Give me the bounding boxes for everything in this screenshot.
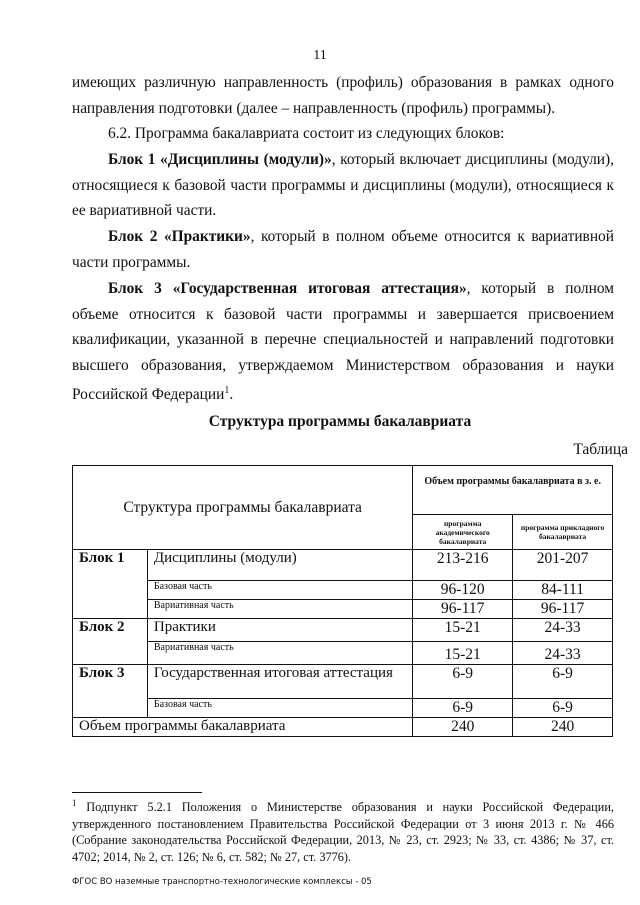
block-2-applied: 24-33 — [513, 619, 613, 642]
paragraph-blocks-intro: 6.2. Программа бакалавриата состоит из следующих блоков: — [108, 125, 505, 142]
block-1-applied: 201-207 — [513, 550, 613, 581]
block-2-title: Блок 2 «Практики» — [108, 228, 251, 245]
block-3-end: . — [229, 386, 234, 404]
block-1-title: Блок 1 «Дисциплины (модули)» — [108, 151, 332, 168]
total-academic: 240 — [413, 718, 513, 737]
block-3-applied: 6-9 — [513, 665, 613, 699]
footnote-mark: 1 — [72, 798, 77, 808]
block-3-name: Государственная итоговая аттестация — [147, 665, 412, 699]
block-3-academic: 6-9 — [413, 665, 513, 699]
total-label: Объем программы бакалавриата — [73, 718, 413, 737]
block-1-text: , который включает дисциплины (модули), относящиеся к базовой части программы и дисциплины (модули), относящиеся к ее вариативной части. — [72, 151, 614, 220]
header-volume: Объем программы бакалавриата в з. е. — [413, 466, 613, 515]
header-academic: программа академического бакалавриата — [413, 515, 513, 550]
table-row — [73, 550, 613, 581]
block-3-title: Блок 3 «Государственная итоговая аттестация» — [108, 280, 467, 297]
block-2-label: Блок 2 — [73, 619, 148, 665]
block-3-base-academic: 6-9 — [413, 699, 513, 718]
block-1-base-part: Базовая часть — [147, 581, 412, 600]
block-1-label: Блок 1 — [73, 550, 148, 619]
block-1-variable-part: Вариативная часть — [147, 600, 412, 619]
total-applied: 240 — [513, 718, 613, 737]
paragraph-block-3 — [72, 276, 614, 408]
table-header-row — [73, 466, 613, 515]
table-caption: Структура программы бакалавриата — [208, 413, 472, 430]
block-1-variable-academic: 96-117 — [413, 600, 513, 619]
table-row — [73, 581, 613, 600]
header-structure: Структура программы бакалавриата — [73, 466, 413, 550]
table-row — [73, 600, 613, 619]
block-1-variable-applied: 96-117 — [513, 600, 613, 619]
table-row — [73, 619, 613, 642]
table-row — [73, 699, 613, 718]
paragraph-block-1 — [72, 147, 614, 224]
block-2-name: Практики — [147, 619, 412, 642]
header-applied: программа прикладного бакалавриата — [513, 515, 613, 550]
block-3-text: , который в полном объеме относится к базовой части программы и завершается присвоением квалификации, указанной в перечне специальностей и направлений подготовки высшего образования, утверждаемом Министерством образования и науки Российской Федерации — [72, 280, 614, 404]
table-label: Таблица — [573, 441, 628, 458]
block-1-base-academic: 96-120 — [413, 581, 513, 600]
block-2-text: , который в полном объеме относится к вариативной части программы. — [72, 228, 614, 271]
paragraph-block-2 — [72, 224, 614, 275]
block-3-label: Блок 3 — [73, 665, 148, 718]
block-1-name: Дисциплины (модули) — [147, 550, 412, 581]
table-row — [73, 642, 613, 665]
block-1-academic: 213-216 — [413, 550, 513, 581]
paragraph-profile: имеющих различную направленность (профиль) образования в рамках одного направления подготовки (далее – направленность (профиль) программы). — [72, 74, 614, 117]
program-structure-table — [72, 465, 613, 737]
page-number: 11 — [313, 48, 327, 63]
block-2-academic: 15-21 — [413, 619, 513, 642]
page-footer: ФГОС ВО наземные транспортно-технологические комплексы - 05 — [72, 877, 372, 887]
footnote — [72, 795, 614, 865]
footnote-text: Подпункт 5.2.1 Положения о Министерстве образования и науки Российской Федерации, утвержденного постановлением Правительства Российской Федерации от 3 июня 2013 г. № 466 (Собрание законодательства Российской Федерации, 2013, № 23, ст. 2923; № 33, ст. 4386; № 37, ст. 4702; 2014, № 2, ст. 126; № 6, ст. 582; № 27, ст. 3776). — [72, 800, 614, 864]
block-2-variable-part: Вариативная часть — [147, 642, 412, 665]
block-1-base-applied: 84-111 — [513, 581, 613, 600]
block-2-variable-academic: 15-21 — [413, 642, 513, 665]
block-3-base-part: Базовая часть — [147, 699, 412, 718]
table-row — [73, 718, 613, 737]
block-2-variable-applied: 24-33 — [513, 642, 613, 665]
block-3-base-applied: 6-9 — [513, 699, 613, 718]
footnote-reference[interactable]: 1 — [224, 385, 230, 397]
footnote-divider — [72, 792, 202, 793]
table-row — [73, 665, 613, 699]
